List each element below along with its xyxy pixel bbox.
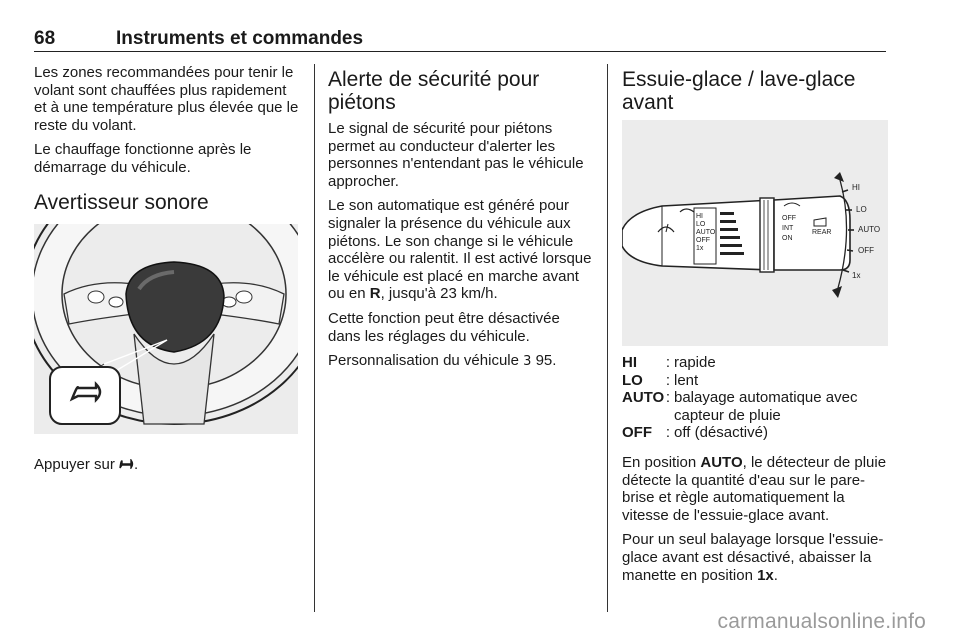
single-wipe-paragraph: Pour un seul balayage lorsque l'essuie-glace avant est désactivé, abaisser la manette en position 1x.	[622, 531, 884, 584]
column-2	[328, 64, 594, 378]
horn-icon	[119, 456, 134, 474]
wiper-position-list	[622, 354, 888, 442]
ring-label-int: INT	[782, 225, 794, 232]
column-divider-1	[314, 64, 315, 612]
position-label-lo: LO	[856, 205, 867, 214]
definition-row: LO : lent	[622, 371, 699, 389]
definition-row: HI : rapide	[622, 354, 716, 371]
vehicle-personalisation-ref: Personnalisation du véhicule 3 95.	[328, 352, 557, 370]
steering-wheel-illustration	[34, 224, 298, 434]
column-3	[622, 64, 888, 591]
stalk-label-1x: 1x	[696, 245, 704, 252]
page-number: 68	[34, 28, 56, 49]
pedestrian-alert-heading: Alerte de sécurité pour piétons	[328, 68, 540, 114]
wiper-heading: Essuie-glace / lave-glace avant	[622, 68, 856, 114]
stalk-label-hi: HI	[696, 213, 703, 220]
position-label-auto: AUTO	[858, 225, 881, 234]
stalk-label-auto: AUTO	[696, 229, 716, 236]
page-header	[34, 28, 886, 52]
horn-heading: Avertisseur sonore	[34, 190, 209, 214]
stalk-label-lo: LO	[696, 221, 706, 228]
position-label-hi: HI	[852, 183, 860, 192]
watermark: carmanualsonline.info	[717, 610, 926, 633]
steering-wheel-figure	[34, 224, 298, 434]
auto-mode-paragraph: En position AUTO, le détecteur de pluie détecte la quantité d'eau sur le pare-brise et règle automatiquement la vitesse de l'essuie-glace avant.	[622, 453, 887, 524]
column-1	[34, 64, 300, 480]
definition-row: OFF : off (désactivé)	[622, 424, 768, 442]
horn-caption: Appuyer sur .	[34, 455, 139, 473]
position-label-1x: 1x	[852, 271, 861, 280]
position-label-off: OFF	[858, 246, 874, 255]
pedestrian-alert-intro: Le signal de sécurité pour piétons permet au conducteur d'alerter les personnes n'entendant pas le véhicule approcher.	[328, 120, 584, 190]
ring-label-on: ON	[782, 235, 793, 242]
rear-label: REAR	[812, 229, 832, 236]
page-ref-arrow-icon: 3	[523, 354, 532, 370]
column-divider-2	[607, 64, 608, 612]
ring-label-off: OFF	[782, 215, 796, 222]
chapter-title: Instruments et commandes	[116, 28, 364, 49]
stalk-label-off: OFF	[696, 237, 710, 244]
heated-wheel-paragraph: Les zones recommandées pour tenir le volant sont chauffées plus rapidement et à une température plus élevée que le reste du volant.	[34, 64, 299, 134]
pedestrian-alert-deactivate: Cette fonction peut être désactivée dans les réglages du véhicule.	[328, 309, 560, 345]
wiper-stalk-figure	[622, 120, 888, 346]
pedestrian-alert-sound: Le son automatique est généré pour signaler la présence du véhicule aux piétons. Le son change si le véhicule accélère ou ralentit. Il est activé lorsque le véhicule est placé en marche avant ou en R, jusqu'à 23 km/h.	[328, 197, 592, 303]
wiper-stalk-illustration	[622, 120, 888, 346]
definition-row: AUTO : balayage automatique avec capteur de pluie	[622, 389, 858, 424]
heating-start-paragraph: Le chauffage fonctionne après le démarrage du véhicule.	[34, 141, 252, 176]
